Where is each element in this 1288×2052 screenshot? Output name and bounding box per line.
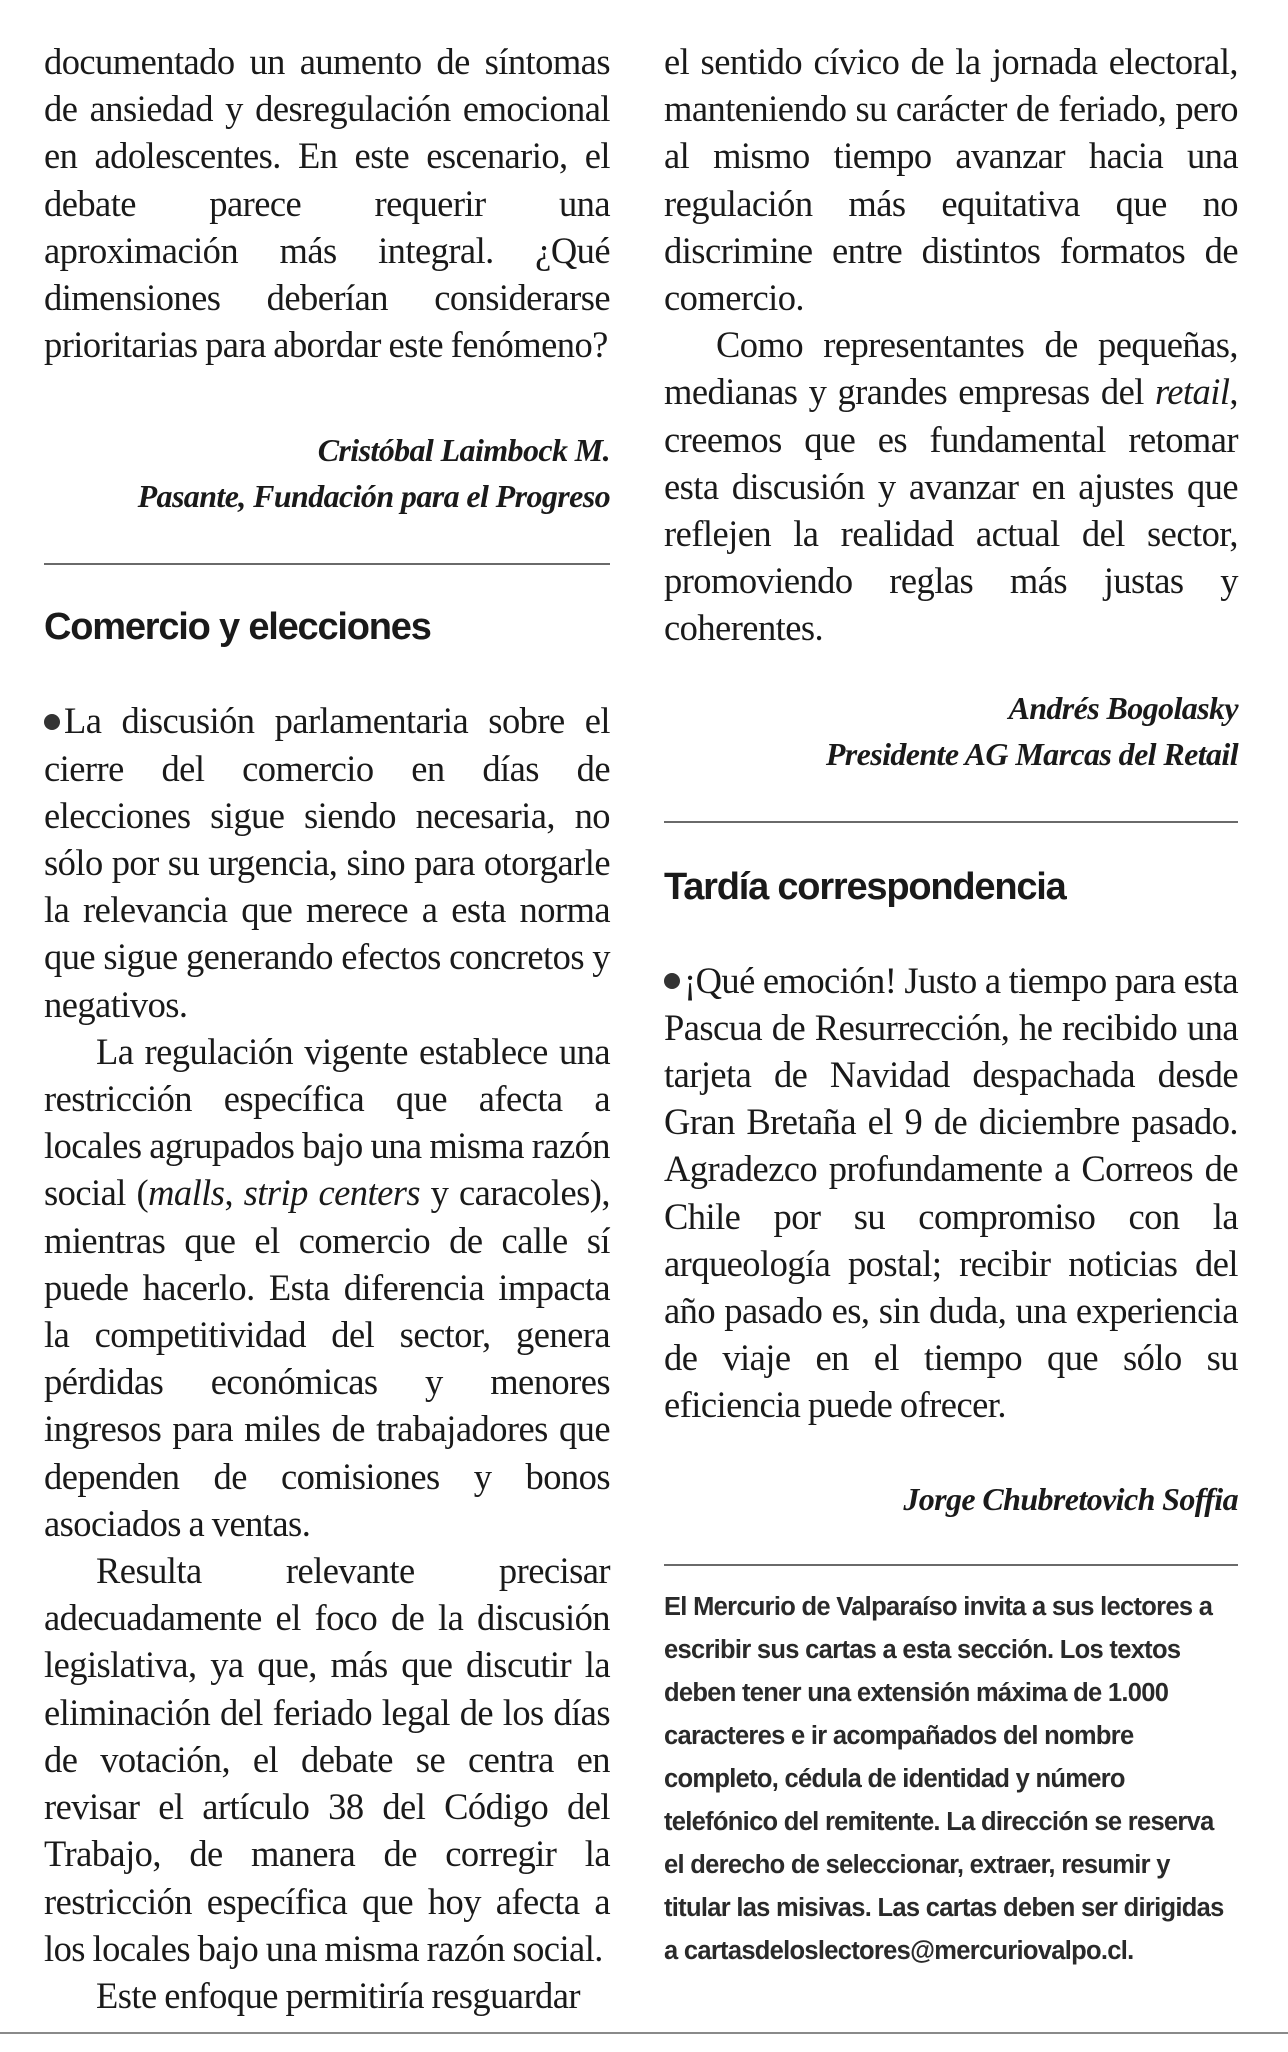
- letter2-paragraph-4-continuation: el sentido cívico de la jornada electoral, manteniendo su carácter de feriado, pero al mismo tiempo avanzar hacia una regulación más equitativa que no discrimine entre distintos formatos de comercio.: [664, 41, 1238, 319]
- letter2-p2-text-c: y caracoles), mientras que el comercio de calle sí puede hacerlo. Esta diferencia impacta la competitividad del sector, genera pérdidas económicas y menores ingresos para miles de trabajadores que dependen de comisiones y bonos asociados a ventas.: [44, 1172, 610, 1544]
- letter3-title: Tardía correspondencia: [664, 865, 1066, 908]
- letter2-paragraph-5: [664, 321, 1238, 651]
- letter2-author: Andrés Bogolasky: [1008, 689, 1238, 726]
- letter1-author: Cristóbal Laimbock M.: [317, 432, 610, 469]
- letter2-p2-malls: malls: [148, 1172, 225, 1214]
- letter2-p5-text-b: , creemos que es fundamental retomar esta discusión y avanzar en ajustes que reflejen la realidad actual del sector, promoviendo reglas más justas y coherentes.: [664, 371, 1238, 649]
- letter1-author-role: Pasante, Fundación para el Progreso: [137, 478, 610, 515]
- letter2-paragraph-2: [44, 1028, 610, 1547]
- letter2-p5-text-a: Como representantes de pequeñas, medianas y grandes empresas del: [664, 324, 1238, 413]
- letter2-p2-text-b: ,: [224, 1172, 244, 1214]
- letter2-p5-retail: retail: [1154, 371, 1230, 413]
- letter2-paragraph-3: Resulta relevante precisar adecuadamente el foco de la discusión legislativa, ya que, más que discutir la eliminación del feriado legal de los días de votación, el debate se centra en revisar el artículo 38 del Código del Trabajo, de manera de corregir la restricción específica que hoy afecta a los locales bajo una misma razón social.: [44, 1550, 610, 1969]
- letter2-p1-text: La discusión parlamentaria sobre el cierre del comercio en días de elecciones sigue siendo necesaria, no sólo por su urgencia, sino para otorgarle la relevancia que merece a esta norma que sigue generando efectos concretos y negativos.: [44, 700, 610, 1025]
- letter2-paragraph-4-start: Este enfoque permitiría resguardar: [96, 1974, 581, 2016]
- letter2-title: Comercio y elecciones: [44, 606, 431, 649]
- right-column: [664, 38, 1238, 1973]
- letter2-author-role: Presidente AG Marcas del Retail: [825, 735, 1238, 772]
- letter2-p2-text-a: La regulación vigente establece una restricción específica que afecta a locales agrupados bajo una misma razón social (: [44, 1030, 610, 1214]
- letter3-body: [664, 957, 1238, 1429]
- letter3-author: Jorge Chubretovich Soffia: [903, 1480, 1238, 1517]
- bullet-icon: [664, 973, 680, 989]
- page-bottom-rule: [0, 2032, 1288, 2034]
- letter2-paragraph-1: [44, 697, 610, 1027]
- letter1-continuation: documentado un aumento de síntomas de ansiedad y desregulación emocional en adolescentes. En este escenario, el debate parece requerir una aproximación más integral. ¿Qué dimensiones deberían considerarse prioritarias para abordar este fenómeno?: [44, 41, 610, 366]
- letter2-p2-strip-centers: strip centers: [243, 1172, 421, 1214]
- left-column: [44, 38, 610, 2019]
- submission-notice: El Mercurio de Valparaíso invita a sus lectores a escribir sus cartas a esta sección. Los textos deben tener una extensión máxima de 1.000 caracteres e ir acompañados del nombre completo, cédula de identidad y número telefónico del remitente. La dirección se reserva el derecho de seleccionar, extraer, resumir y titular las misivas. Las cartas deben ser dirigidas a cartasdeloslectores@mercuriovalpo.cl.: [664, 1592, 1224, 1965]
- bullet-icon: [44, 714, 60, 730]
- letter3-body-text: ¡Qué emoción! Justo a tiempo para esta Pascua de Resurrección, he recibido una tarjeta de Navidad despachada desde Gran Bretaña el 9 de diciembre pasado. Agradezco profundamente a Correos de Chile por su compromiso con la arqueología postal; recibir noticias del año pasado es, sin duda, una experiencia de viaje en el tiempo que sólo su eficiencia puede ofrecer.: [664, 959, 1238, 1426]
